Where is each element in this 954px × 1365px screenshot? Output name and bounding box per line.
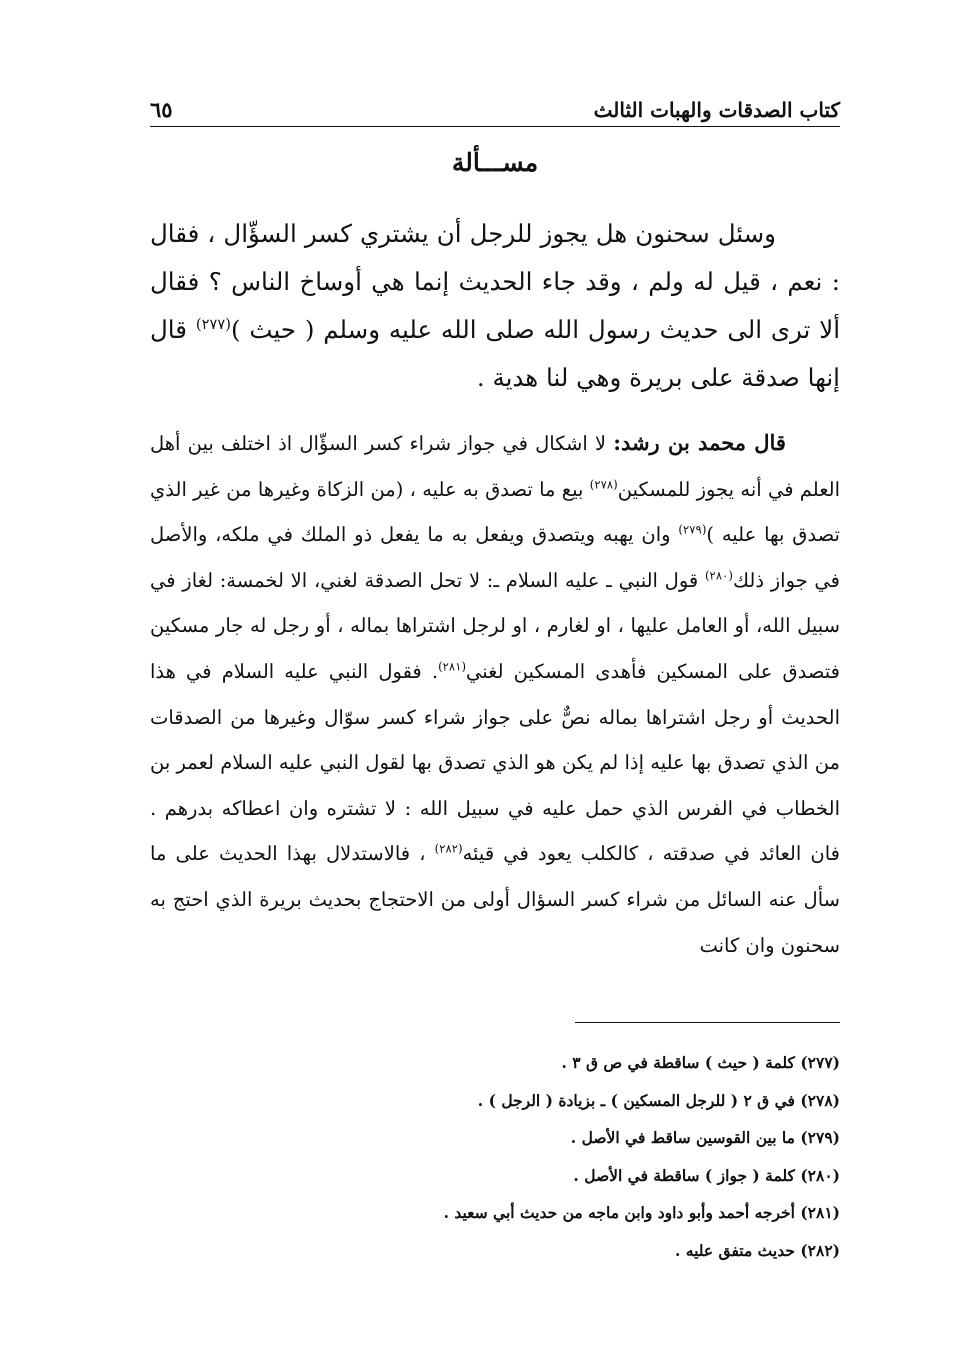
- page-number: ٦٥: [150, 97, 173, 122]
- section-title: مســـألة: [451, 148, 539, 177]
- footnote-item: (٢٨٠) كلمة ( جواز ) ساقطة في الأصل .: [573, 1165, 840, 1185]
- footnote-ref[interactable]: (٢٧٨): [589, 477, 618, 492]
- footnote-ref[interactable]: (٢٨٠): [704, 568, 733, 583]
- question-text: وسئل سحنون هل يجوز للرجل أن يشتري كسر السؤّال ، فقال : نعم ، قيل له ولم ، وقد جاء الحديث إنما هي أوساخ الناس ؟ فقال ألا ترى الى حديث رسول الله صلى الله عليه وسلم ( حيث ): [150, 219, 841, 344]
- footnote-item: (٢٧٧) كلمة ( حيث ) ساقطة في ص ق ٣ .: [561, 1053, 840, 1072]
- footnote-item: (٢٧٨) في ق ٢ ( للرجل المسكين ) ـ بزيادة ( الرجل ) .: [477, 1090, 840, 1110]
- footnote-item: (٢٨١) أخرجه أحمد وأبو داود وابن ماجه من حديث أبي سعيد .: [443, 1203, 840, 1222]
- footnote-item: (٢٧٩) ما بين القوسين ساقط في الأصل .: [570, 1128, 840, 1147]
- commentary-text: ، فالاستدلال بهذا الحديث على ما سأل عنه السائل من شراء كسر السؤال أولى من الاحتجاج بحديث بريرة الذي احتج به سحنون وان كانت: [150, 842, 840, 957]
- commentary-text: قول النبي ـ عليه السلام ـ: لا تحل الصدقة لغني، الا لخمسة: لغاز في سبيل الله، أو العامل عليها ، او لغارم ، او لرجل اشتراها بماله ، أو رجل له جار مسكين فتصدق على المسكين فأهدى المسكين لغني: [150, 568, 840, 683]
- question-paragraph: [150, 210, 840, 402]
- footnote-item: (٢٨٢) حديث متفق عليه .: [674, 1240, 840, 1260]
- commentary-text: لا اشكال في جواز شراء كسر السؤّال اذ اختلف بين أهل العلم في أنه يجوز للمسكين: [150, 432, 841, 501]
- footnotes-list: [150, 1044, 840, 1269]
- header-divider: [150, 126, 840, 127]
- commentary-lead: قال محمد بن رشد:: [613, 430, 786, 455]
- commentary-text: . فقول النبي عليه السلام في هذا الحديث أو رجل اشتراها بماله نصٌّ على جواز شراء كسر سوّال وغيرها من الصدقات من الذي تصدق بها عليه إذا لم يكن هو الذي تصدق بها لقول النبي عليه السلام لعمر بن الخطاب في الفرس الذي حمل عليه في سبيل الله : لا تشتره وان اعطاكه بدرهم . فان العائد في صدقته ، كالكلب يعود في قيئه: [150, 659, 840, 866]
- footnote-ref[interactable]: (٢٧٩): [678, 522, 707, 537]
- commentary-text: بيع ما تصدق به عليه ، (من الزكاة وغيرها من غير الذي تصدق بها عليه ): [150, 477, 840, 547]
- question-text-end: قال إنها صدقة على بريرة وهي لنا هدية .: [150, 315, 840, 392]
- book-title: كتاب الصدقات والهبات الثالث: [593, 98, 840, 122]
- running-header: [150, 82, 840, 122]
- footnote-ref[interactable]: (٢٧٧): [195, 315, 231, 333]
- footnote-divider: [575, 1022, 840, 1023]
- footnote-ref[interactable]: (٢٨٢): [434, 841, 463, 856]
- commentary-paragraph: [150, 420, 840, 968]
- commentary-text: وان يهبه ويتصدق ويفعل به ما يفعل ذو الملك في ملكه، والأصل في جواز ذلك: [150, 523, 840, 592]
- footnote-ref[interactable]: (٢٨١): [438, 659, 467, 674]
